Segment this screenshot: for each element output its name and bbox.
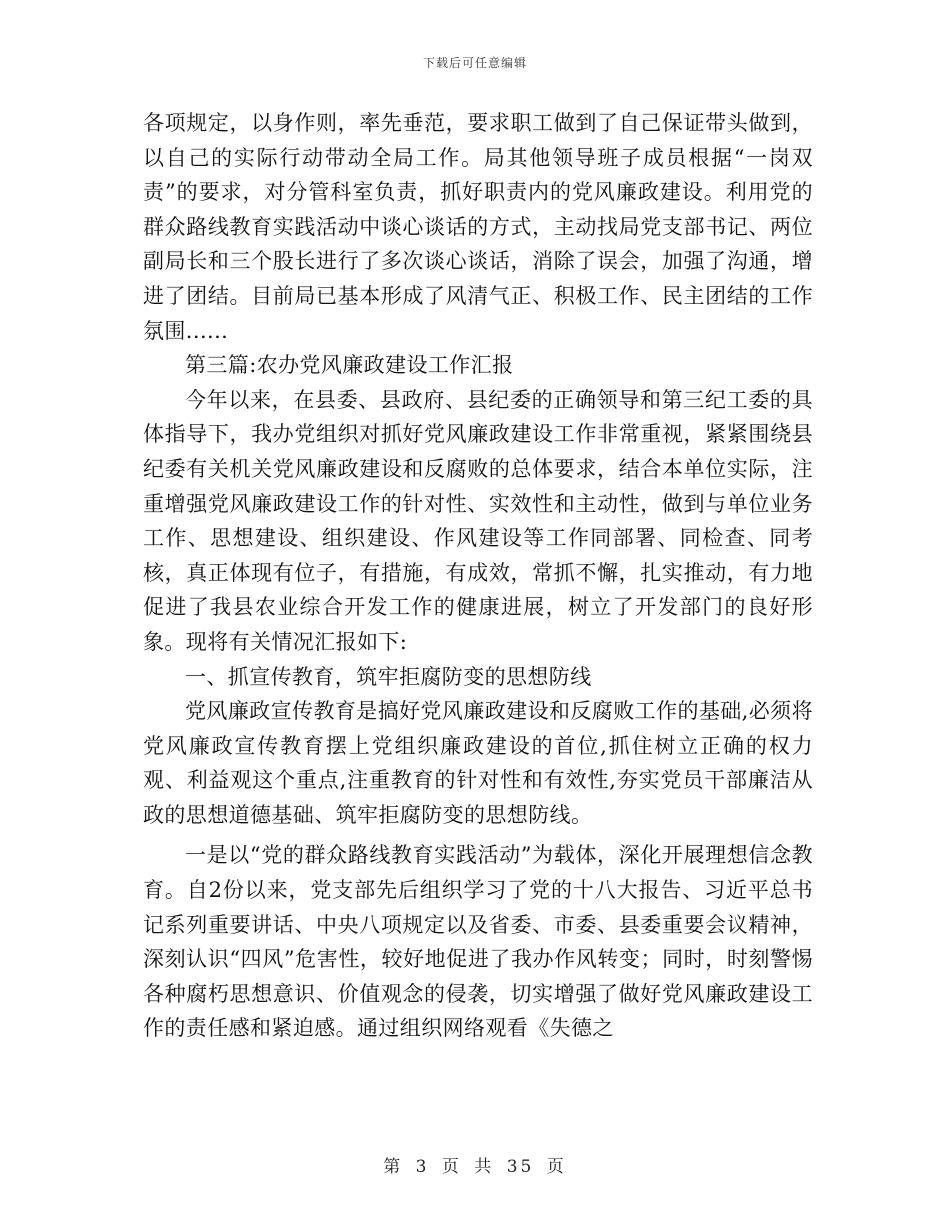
paragraph-continuation: 各项规定，以身作则，率先垂范，要求职工做到了自己保证带头做到，以自己的实际行动带动全局工作。局其他领导班子成员根据“一岗双责”的要求，对分管科室负责，抓好职责内的党风廉政建设。利用党的群众路线教育实践活动中谈心谈话的方式，主动找局党支部书记、两位副局长和三个股长进行了多次谈心谈话，消除了误会，加强了沟通，增进了团结。目前局已基本形成了风清气正、积极工作、民主团结的工作氛围...... bbox=[143, 111, 813, 343]
paragraph-education: 党风廉政宣传教育是搞好党风廉政建设和反腐败工作的基础,必须将党风廉政宣传教育摆上党组织廉政建设的首位,抓住树立正确的权力观、利益观这个重点,注重教育的针对性和有效性,夯实党员干部廉洁从政的思想道德基础、筑牢拒腐防变的思想防线。 bbox=[143, 699, 813, 827]
paragraph-activity: 一是以“党的群众路线教育实践活动”为载体，深化开展理想信念教育。自2份以来，党支部先后组织学习了党的十八大报告、习近平总书记系列重要讲话、中央八项规定以及省委、市委、县委重要会议精神，深刻认识“四风”危害性，较好地促进了我办作风转变；同时，时刻警惕各种腐朽思想意识、价值观念的侵袭，切实增强了做好党风廉政建设工作的责任感和紧迫感。通过组织网络观看《失德之 bbox=[143, 843, 813, 1041]
header-note: 下载后可任意编辑 bbox=[422, 56, 527, 70]
paragraph-intro: 今年以来，在县委、县政府、县纪委的正确领导和第三纪工委的具体指导下，我办党组织对抓好党风廉政建设工作非常重视，紧紧围绕县纪委有关机关党风廉政建设和反腐败的总体要求，结合本单位实际，注重增强党风廉政建设工作的针对性、实效性和主动性，做到与单位业务工作、思想建设、组织建设、作风建设等工作同部署、同检查、同考核，真正体现有位子，有措施，有成效，常抓不懈，扎实推动，有力地促进了我县农业综合开发工作的健康进展，树立了开发部门的良好形象。现将有关情况汇报如下: bbox=[143, 387, 813, 654]
page-number: 第 3 页 共 35 页 bbox=[383, 1157, 567, 1177]
subsection-heading: 一、抓宣传教育，筑牢拒腐防变的思想防线 bbox=[185, 664, 592, 689]
section-title: 第三篇:农办党风廉政建设工作汇报 bbox=[185, 353, 514, 378]
document-body bbox=[143, 106, 813, 1046]
